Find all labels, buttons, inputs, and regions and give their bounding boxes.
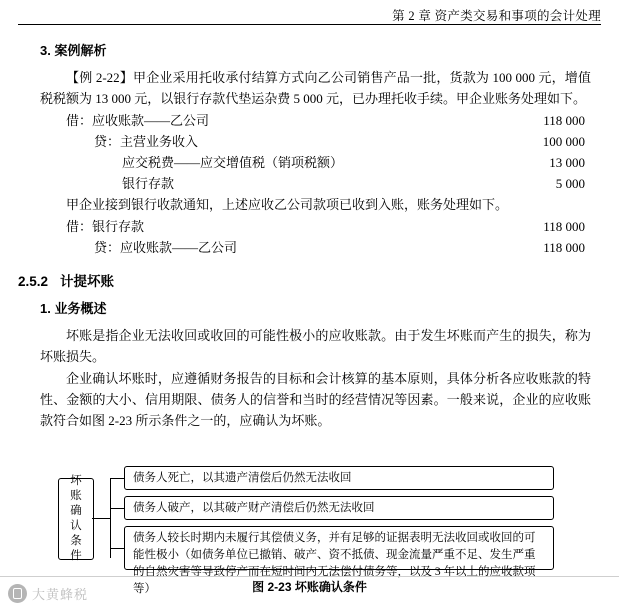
section-title: 计提坏账 (60, 274, 115, 289)
figure-caption: 图 2-23 坏账确认条件 (252, 580, 367, 594)
journal-entry-amount: 118 000 (543, 113, 585, 128)
journal-entry-line (40, 131, 591, 152)
journal-entry-label: 贷：应收账款——乙公司 (94, 240, 238, 255)
page-content (18, 34, 591, 432)
journal-entry-line (40, 216, 591, 237)
figure-condition-text: 债务人较长时期内未履行其偿债义务，并有足够的证据表明无法收回或收回的可能性极小（如债务单位已撤销、破产、资不抵债、现金流量严重不足、发生严重的自然灾害等导致停产而在短时间内无法偿付债务等，以及 3 年以上的应收款项等） (133, 532, 536, 595)
page-header (0, 0, 619, 26)
figure-vertical-line (110, 478, 111, 558)
journal-entry-line (40, 152, 591, 173)
bad-debt-paragraph-1: 坏账是指企业无法收回或收回的可能性极小的应收账款。由于发生坏账而产生的损失，称为坏账损失。 (40, 328, 591, 364)
heading-case-analysis: 3. 案例解析 (40, 43, 107, 58)
example-label: 【例 2-22】 (66, 70, 134, 85)
journal-entry-line (40, 237, 591, 258)
journal-entry-label: 应交税费——应交增值税（销项税额） (122, 155, 344, 170)
journal-entry-line (40, 173, 591, 194)
figure-branch-line (111, 508, 125, 509)
watermark (8, 584, 88, 603)
journal-entry-amount: 5 000 (555, 176, 585, 191)
bee-logo-icon (8, 584, 27, 603)
journal-entry-label: 借：应收账款——乙公司 (66, 113, 210, 128)
heading-business-overview: 1. 业务概述 (40, 301, 107, 316)
watermark-text: 大黄蜂税 (32, 587, 89, 602)
journal-entry-label: 银行存款 (122, 176, 175, 191)
figure-left-box-label: 坏账确认条件 (70, 475, 82, 562)
journal-entry-amount: 100 000 (542, 134, 585, 149)
journal-entry-label: 贷：主营业务收入 (94, 134, 199, 149)
figure-condition-text: 债务人死亡，以其遗产清偿后仍然无法收回 (133, 472, 352, 484)
footer-divider (0, 576, 619, 577)
figure-connector-line (92, 518, 110, 519)
journal-entry-amount: 118 000 (543, 240, 585, 255)
figure-condition-text: 债务人破产，以其破产财产清偿后仍然无法收回 (133, 502, 375, 514)
figure-left-box (58, 475, 94, 562)
running-head-title: 第 2 章 资产类交易和事项的会计处理 (392, 9, 601, 23)
example-text: 甲企业采用托收承付结算方式向乙公司销售产品一批，货款为 100 000 元，增值税税额为 13 000 元，以银行存款代垫运杂费 5 000 元，已办理托收手续。甲企业账务处理如下。 (40, 70, 591, 106)
collection-paragraph: 甲企业接到银行收款通知，上述应收乙公司款项已收到入账，账务处理如下。 (66, 197, 509, 212)
header-divider (18, 24, 601, 25)
figure-branch-line (111, 478, 125, 479)
journal-entry-amount: 13 000 (549, 155, 585, 170)
journal-entry-line (40, 110, 591, 131)
bad-debt-paragraph-2: 企业确认坏账时，应遵循财务报告的目标和会计核算的基本原则，具体分析各应收账款的特性、金额的大小、信用期限、债务人的信誉和当时的经营情况等因素。一般来说，企业的应收账款符合如图 2-23 所示条件之一的，应确认为坏账。 (40, 371, 591, 428)
figure-condition-box (124, 496, 554, 520)
journal-entry-label: 借：银行存款 (66, 219, 145, 234)
section-number: 2.5.2 (18, 274, 49, 289)
journal-entry-amount: 118 000 (543, 219, 585, 234)
figure-branch-line (111, 548, 125, 549)
example-paragraph (40, 67, 591, 109)
figure-condition-box (124, 466, 554, 490)
heading-section-2-5-2 (18, 270, 591, 290)
